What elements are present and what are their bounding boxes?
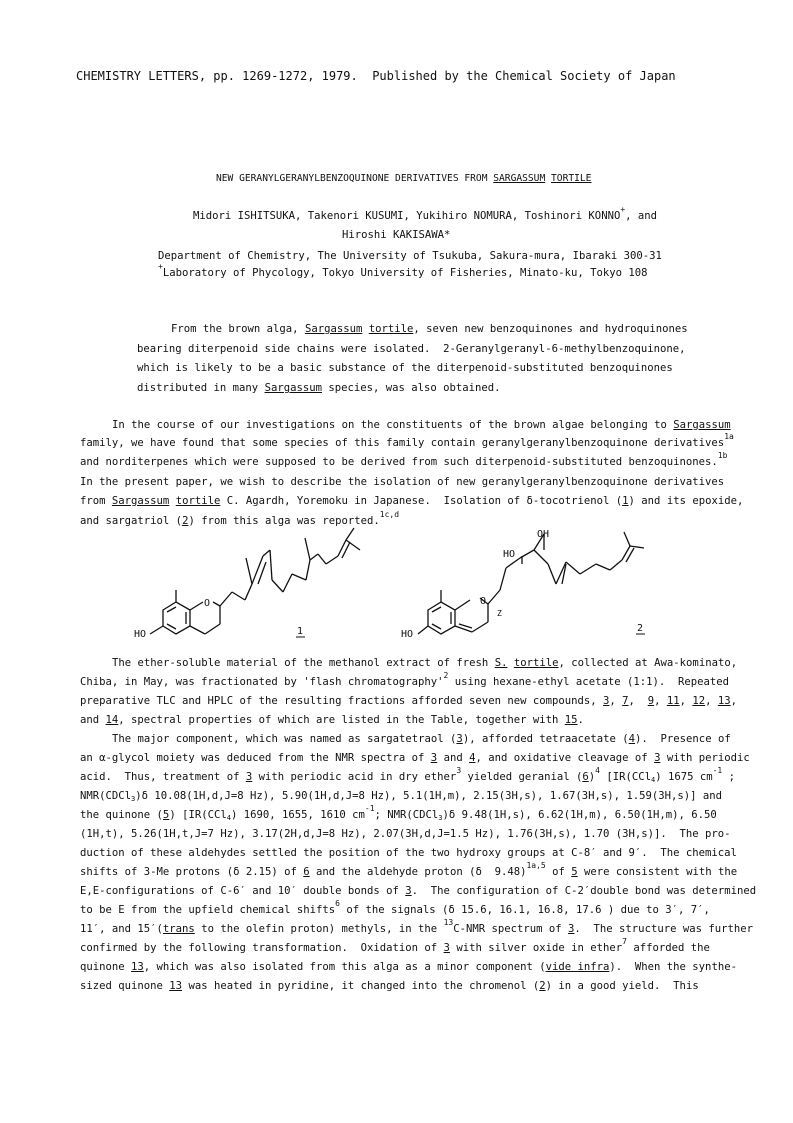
structure-2-oh-label: OH <box>537 529 550 540</box>
body-line: quinone 13, which was also isolated from this alga as a minor component (vide infra). When the synthe- <box>80 961 737 973</box>
journal-header: CHEMISTRY LETTERS, pp. 1269-1272, 1979. Published by the Chemical Society of Japan <box>76 69 676 83</box>
chemical-structures <box>0 520 793 650</box>
body-line: sized quinone 13 was heated in pyridine, it changed into the chromenol (2) in a good yield. This <box>80 980 699 992</box>
body-line: from Sargassum tortile C. Agardh, Yoremoku in Japanese. Isolation of δ-tocotrienol (1) and its epoxide, <box>80 495 744 507</box>
paper-title <box>216 172 591 185</box>
structure-2 <box>418 532 644 634</box>
body-line: to be E from the upfield chemical shifts$^6$ of the signals (δ 15.6, 16.1, 16.8, 17.6 ) due to 3′, 7′, <box>80 899 710 916</box>
body-line: and 14, spectral properties of which are listed in the Table, together with 15. <box>80 714 584 726</box>
body-line: and norditerpenes which were supposed to be derived from such diterpenoid-substituted benzoquinones.$^{1b}$ <box>80 451 728 468</box>
body-line: family, we have found that some species of this family contain geranylgeranylbenzoquinone derivatives$^{1a}$ <box>80 432 734 449</box>
body-line: In the course of our investigations on the constituents of the brown algae belonging to Sargassum <box>112 419 731 431</box>
abstract-line: which is likely to be a basic substance of the diterpenoid-substituted benzoquinones <box>137 362 673 374</box>
affiliation-2: +Laboratory of Phycology, Tokyo University of Fisheries, Minato-ku, Tokyo 108 <box>158 262 648 279</box>
authors-line-2: Hiroshi KAKISAWA* <box>342 229 451 241</box>
authors-line-1: Midori ISHITSUKA, Takenori KUSUMI, Yukihiro NOMURA, Toshinori KONNO+, and <box>193 205 658 222</box>
body-line: In the present paper, we wish to describe the isolation of new geranylgeranylbenzoquinone derivatives <box>80 476 725 488</box>
affiliation-1: Department of Chemistry, The University of Tsukuba, Sakura-mura, Ibaraki 300-31 <box>158 250 662 262</box>
body-line: the quinone (5) [IR(CCl$_4$) 1690, 1655, 1610 $cm^{-1}$; NMR(CDCl$_3$)δ 9.48(1H,s), 6.62(1H,m), 6.50(1H,m), 6.50 <box>80 804 717 822</box>
structure-1-number: 1 <box>297 626 304 637</box>
structure-2-z-label: Z <box>497 609 502 618</box>
body-line: Chiba, in May, was fractionated by 'flash $chromatography'^2$ using hexane-ethyl acetate (1:1). Repeated <box>80 671 730 688</box>
title-text: NEW GERANYLGERANYLBENZOQUINONE DERIVATIVES FROM <box>216 173 494 184</box>
structure-2-o-label: O <box>480 596 487 607</box>
structure-2-ho-label: HO <box>401 629 414 640</box>
body-line: The major component, which was named as sargatetraol (3), afforded tetraacetate (4). Presence of <box>112 733 731 745</box>
body-line: (1H,t), 5.26(1H,t,J=7 Hz), 3.17(2H,d,J=8 Hz), 2.07(3H,d,J=1.5 Hz), 1.76(3H,s), 1.70 (3H,s)]. The pro- <box>80 828 731 840</box>
structure-1 <box>150 528 360 634</box>
body-line: E,E-configurations of C-6′ and 10′ double bonds of 3. The configuration of C-2′double bond was determined <box>80 885 757 897</box>
structure-1-o-label: O <box>204 598 211 609</box>
structure-2-number: 2 <box>637 623 644 634</box>
body-line: preparative TLC and HPLC of the resulting fractions afforded seven new compounds, 3, 7, 9, 11, 12, 13, <box>80 695 738 707</box>
body-line: duction of these aldehydes settled the position of the two hydroxy groups at C-8′ and 9′. The chemical <box>80 847 737 859</box>
body-line: shifts of 3-Me protons (δ 2.15) of 6 and the aldehyde proton (δ 9.48)$^{1a,5}$ of 5 were consistent with the <box>80 861 738 878</box>
title-species: TORTILE <box>551 173 592 184</box>
abstract-line: distributed in many Sargassum species, was also obtained. <box>137 382 501 394</box>
body-line: an α-glycol moiety was deduced from the NMR spectra of 3 and 4, and oxidative cleavage of 3 with periodic <box>80 752 750 764</box>
body-line: acid. Thus, treatment of 3 with periodic acid in dry ether$^3$ yielded geranial $(6)^4$ [IR(CCl$_4$) 1675 $cm^{-1}$ ; <box>80 766 736 784</box>
structure-2-ho-top-label: HO <box>503 549 516 560</box>
title-genus: SARGASSUM <box>493 173 546 184</box>
body-line: The ether-soluble material of the methanol extract of fresh S. tortile, collected at Awa-kominato, <box>112 657 738 669</box>
abstract-line: From the brown alga, Sargassum tortile, seven new benzoquinones and hydroquinones <box>171 323 688 335</box>
body-line: 11′, and 15′(trans to the olefin proton) methyls, in the $^{13}$C-NMR spectrum of 3. The structure was further <box>80 918 753 935</box>
body-line: and sargatriol (2) from this alga was reported.$^{1c,d}$ <box>80 510 400 527</box>
structure-1-ho-label: HO <box>134 629 147 640</box>
abstract-line: bearing diterpenoid side chains were isolated. 2-Geranylgeranyl-6-methylbenzoquinone, <box>137 343 686 355</box>
body-line: confirmed by the following transformation. Oxidation of 3 with silver oxide in ether$^7$ afforded the <box>80 937 710 954</box>
body-line: NMR(CDCl$_3$)δ 10.08(1H,d,J=8 Hz), 5.90(1H,d,J=8 Hz), 5.1(1H,m), 2.15(3H,s), 1.67(3H,s), 1.59(3H,s)] and <box>80 790 723 803</box>
